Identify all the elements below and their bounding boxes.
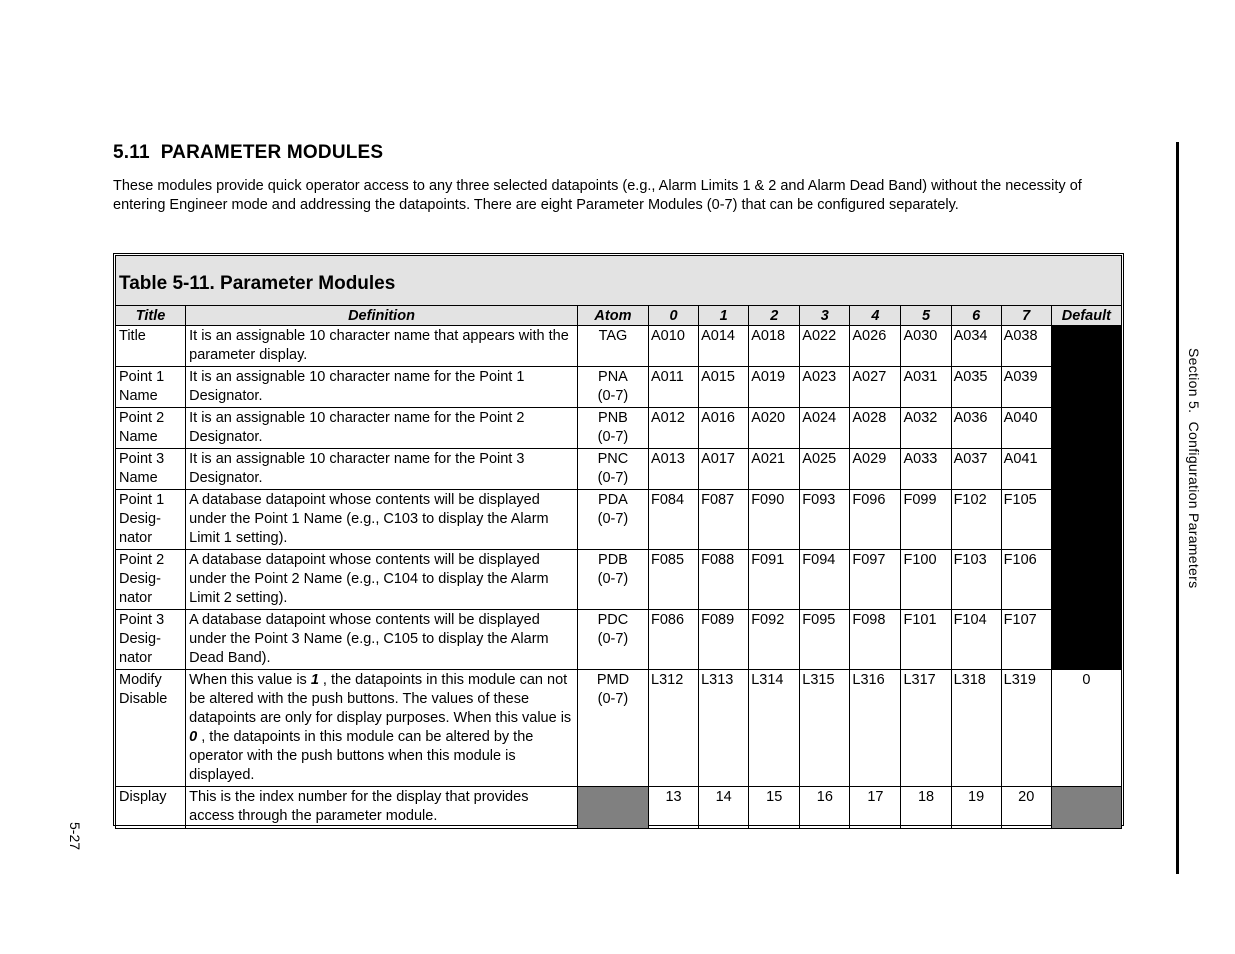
atom-range: (0-7): [597, 511, 629, 527]
cell-module-3: L315: [800, 670, 850, 787]
table-row: [116, 408, 1122, 449]
col-header-title: Title: [116, 306, 186, 326]
atom-range: (0-7): [597, 470, 629, 486]
cell-module-0: F084: [649, 490, 699, 550]
cell-module-7: F107: [1001, 610, 1051, 670]
col-header-module-0: 0: [649, 306, 699, 326]
cell-default: 0: [1051, 670, 1121, 787]
cell-module-6: 19: [951, 787, 1001, 829]
table-row: [116, 550, 1122, 610]
cell-module-1: L313: [699, 670, 749, 787]
cell-module-2: A020: [749, 408, 800, 449]
cell-module-7: A038: [1001, 326, 1051, 367]
cell-title: Modify Disable: [116, 670, 186, 787]
emphasized-value: 1: [310, 672, 319, 688]
atom-code: PDA: [598, 492, 628, 508]
col-header-module-1: 1: [699, 306, 749, 326]
definition-text: When this value is: [189, 672, 311, 688]
cell-module-6: F104: [951, 610, 1001, 670]
cell-module-2: F091: [749, 550, 800, 610]
cell-module-3: A022: [800, 326, 850, 367]
atom-code: PNA: [598, 369, 628, 385]
cell-definition: It is an assignable 10 character name for the Point 3 Designator.: [186, 449, 578, 490]
table-row: [116, 670, 1122, 787]
cell-module-3: A025: [800, 449, 850, 490]
table-row: [116, 490, 1122, 550]
cell-module-1: A017: [699, 449, 749, 490]
cell-title: Point 2 Name: [116, 408, 186, 449]
cell-module-5: A032: [901, 408, 951, 449]
cell-module-1: F089: [699, 610, 749, 670]
cell-module-3: A023: [800, 367, 850, 408]
cell-module-1: F087: [699, 490, 749, 550]
cell-module-6: A035: [951, 367, 1001, 408]
section-heading: [113, 142, 383, 164]
cell-atom: [577, 490, 648, 550]
atom-range: (0-7): [597, 631, 629, 647]
cell-title: Point 1 Desig-nator: [116, 490, 186, 550]
cell-module-4: A028: [850, 408, 901, 449]
cell-atom: [577, 449, 648, 490]
cell-module-3: A024: [800, 408, 850, 449]
emphasized-value: 0: [189, 729, 198, 745]
cell-module-3: F093: [800, 490, 850, 550]
cell-module-2: A019: [749, 367, 800, 408]
table-row: [116, 449, 1122, 490]
cell-module-2: F090: [749, 490, 800, 550]
cell-module-0: A010: [649, 326, 699, 367]
table-row: [116, 610, 1122, 670]
cell-title: Point 3 Desig-nator: [116, 610, 186, 670]
atom-code: PMD: [596, 672, 630, 688]
cell-module-3: F094: [800, 550, 850, 610]
cell-definition: It is an assignable 10 character name for the Point 1 Designator.: [186, 367, 578, 408]
cell-atom: [577, 787, 648, 829]
cell-module-6: A037: [951, 449, 1001, 490]
cell-definition: It is an assignable 10 character name for the Point 2 Designator.: [186, 408, 578, 449]
cell-module-1: A014: [699, 326, 749, 367]
col-header-module-2: 2: [749, 306, 800, 326]
table-row: [116, 326, 1122, 367]
cell-module-3: 16: [800, 787, 850, 829]
cell-module-6: F103: [951, 550, 1001, 610]
cell-atom: [577, 670, 648, 787]
col-header-module-3: 3: [800, 306, 850, 326]
cell-module-6: A034: [951, 326, 1001, 367]
cell-title: Title: [116, 326, 186, 367]
atom-range: (0-7): [597, 388, 629, 404]
cell-atom: TAG: [577, 326, 648, 367]
cell-module-0: 13: [649, 787, 699, 829]
cell-module-4: F098: [850, 610, 901, 670]
cell-module-4: L316: [850, 670, 901, 787]
cell-module-4: 17: [850, 787, 901, 829]
cell-module-6: L318: [951, 670, 1001, 787]
definition-text: , the datapoints in this module can be altered by the operator with the push buttons when this module is displayed.: [189, 729, 534, 783]
cell-module-4: F096: [850, 490, 901, 550]
atom-range: (0-7): [597, 691, 629, 707]
table-row: [116, 787, 1122, 829]
cell-atom: [577, 408, 648, 449]
atom-code: PDB: [598, 552, 628, 568]
cell-module-7: A039: [1001, 367, 1051, 408]
cell-module-1: F088: [699, 550, 749, 610]
atom-range: (0-7): [597, 571, 629, 587]
cell-module-0: F086: [649, 610, 699, 670]
cell-module-7: A041: [1001, 449, 1051, 490]
cell-definition: [186, 670, 578, 787]
atom-code: PNC: [597, 451, 629, 467]
parameter-modules-table: [115, 255, 1122, 829]
cell-module-1: A015: [699, 367, 749, 408]
cell-module-0: L312: [649, 670, 699, 787]
definition-text: , the datapoints in this module can not be altered with the push buttons. The values of these datapoints are only for display purposes. When this value is: [189, 672, 572, 726]
atom-code: PDC: [597, 612, 629, 628]
margin-rule: [1176, 142, 1179, 874]
parameter-modules-table-frame: [113, 253, 1124, 826]
col-header-module-5: 5: [901, 306, 951, 326]
cell-module-2: 15: [749, 787, 800, 829]
atom-range: (0-7): [597, 429, 629, 445]
cell-module-5: 18: [901, 787, 951, 829]
cell-module-5: A033: [901, 449, 951, 490]
cell-module-0: A011: [649, 367, 699, 408]
cell-module-7: A040: [1001, 408, 1051, 449]
cell-module-4: F097: [850, 550, 901, 610]
cell-definition: This is the index number for the display that provides access through the parameter module.: [186, 787, 578, 829]
cell-title: Point 3 Name: [116, 449, 186, 490]
cell-title: Point 2 Desig-nator: [116, 550, 186, 610]
cell-atom: [577, 610, 648, 670]
cell-module-6: A036: [951, 408, 1001, 449]
cell-module-5: A030: [901, 326, 951, 367]
cell-module-3: F095: [800, 610, 850, 670]
section-title: PARAMETER MODULES: [160, 142, 384, 163]
cell-module-2: F092: [749, 610, 800, 670]
section-number: 5.11: [113, 142, 150, 163]
col-header-default: Default: [1051, 306, 1121, 326]
cell-module-7: F106: [1001, 550, 1051, 610]
cell-module-7: F105: [1001, 490, 1051, 550]
cell-module-0: A013: [649, 449, 699, 490]
cell-title: Display: [116, 787, 186, 829]
cell-module-7: L319: [1001, 670, 1051, 787]
cell-definition: A database datapoint whose contents will be displayed under the Point 1 Name (e.g., C103 to display the Alarm Limit 1 setting).: [186, 490, 578, 550]
cell-title: Point 1 Name: [116, 367, 186, 408]
cell-module-5: F099: [901, 490, 951, 550]
cell-definition: A database datapoint whose contents will be displayed under the Point 2 Name (e.g., C104 to display the Alarm Limit 2 setting).: [186, 550, 578, 610]
cell-definition: It is an assignable 10 character name that appears with the parameter display.: [186, 326, 578, 367]
col-header-module-7: 7: [1001, 306, 1051, 326]
col-header-definition: Definition: [186, 306, 578, 326]
cell-definition: A database datapoint whose contents will be displayed under the Point 3 Name (e.g., C105 to display the Alarm Dead Band).: [186, 610, 578, 670]
cell-module-2: L314: [749, 670, 800, 787]
cell-module-2: A021: [749, 449, 800, 490]
cell-module-5: F101: [901, 610, 951, 670]
cell-module-4: A026: [850, 326, 901, 367]
atom-code: PNB: [598, 410, 628, 426]
cell-module-7: 20: [1001, 787, 1051, 829]
cell-module-0: F085: [649, 550, 699, 610]
col-header-module-6: 6: [951, 306, 1001, 326]
cell-module-5: F100: [901, 550, 951, 610]
cell-module-2: A018: [749, 326, 800, 367]
table-caption: Table 5-11. Parameter Modules: [116, 256, 1122, 306]
cell-default-blocked: [1051, 326, 1121, 670]
section-side-label: Section 5. Configuration Parameters: [1186, 348, 1202, 589]
cell-module-4: A029: [850, 449, 901, 490]
intro-paragraph: These modules provide quick operator access to any three selected datapoints (e.g., Alarm Limits 1 & 2 and Alarm Dead Band) without the necessity of entering Engineer mode and addressing the datapoints. There are eight Parameter Modules (0-7) that can be configured separately.: [113, 178, 1082, 213]
cell-module-5: L317: [901, 670, 951, 787]
cell-module-1: A016: [699, 408, 749, 449]
cell-module-0: A012: [649, 408, 699, 449]
cell-module-6: F102: [951, 490, 1001, 550]
table-row: [116, 367, 1122, 408]
cell-module-1: 14: [699, 787, 749, 829]
cell-module-4: A027: [850, 367, 901, 408]
cell-atom: [577, 550, 648, 610]
col-header-module-4: 4: [850, 306, 901, 326]
page-number: 5-27: [67, 822, 83, 851]
cell-module-5: A031: [901, 367, 951, 408]
cell-default-blocked: [1051, 787, 1121, 829]
cell-atom: [577, 367, 648, 408]
col-header-atom: Atom: [577, 306, 648, 326]
